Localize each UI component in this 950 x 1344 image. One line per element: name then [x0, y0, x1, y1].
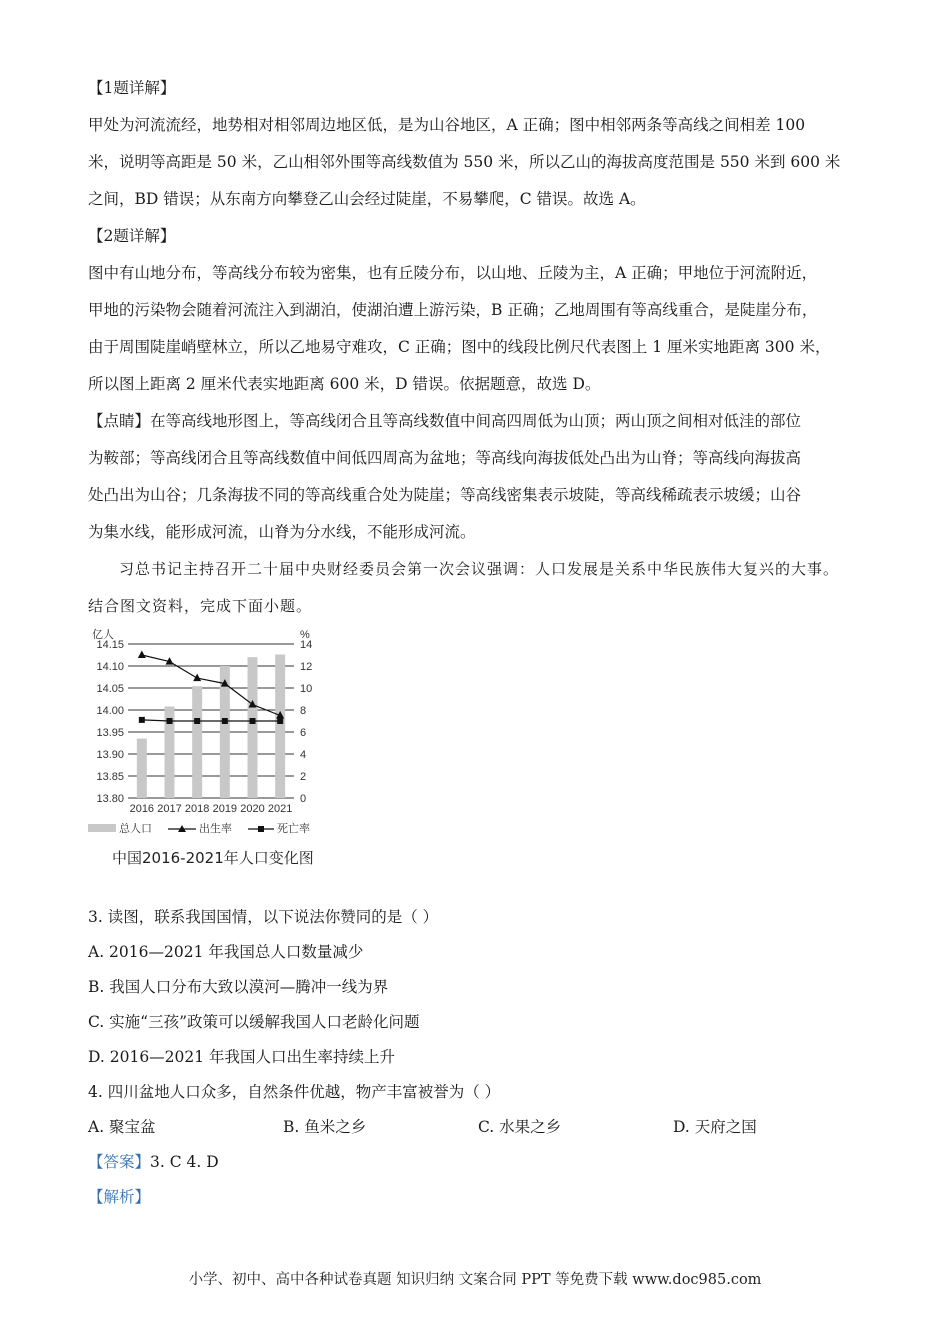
- legend-death-marker: [258, 826, 264, 832]
- questions-block: [88, 900, 868, 1215]
- q4-option-d: D. 天府之国: [673, 1118, 757, 1136]
- line-birth-rate: [142, 655, 280, 716]
- q2-line: 所以图上距离 2 厘米代表实地距离 600 米，D 错误。依据题意，故选 D。: [88, 375, 601, 393]
- chart-title: 中国2016-2021年人口变化图: [112, 849, 314, 867]
- right-tick-label: 0: [300, 793, 307, 805]
- bar-total-population: [137, 739, 147, 798]
- left-tick-label: 13.95: [96, 727, 124, 739]
- q2-line: 甲地的污染物会随着河流注入到湖泊，使湖泊遭上游污染，B 正确；乙地周围有等高线重合，是陡崖分布，: [88, 301, 818, 319]
- q2-line: 图中有山地分布，等高线分布较为密集，也有丘陵分布，以山地、丘陵为主，A 正确；甲地位于河流附近，: [88, 264, 818, 282]
- right-tick-label: 14: [300, 639, 313, 651]
- x-tick-label: 2021: [267, 803, 293, 815]
- q1-line: 之间，BD 错误；从东南方向攀登乙山会经过陡崖，不易攀爬，C 错误。故选 A。: [88, 190, 646, 208]
- death-rate-point: [167, 718, 173, 724]
- population-chart: [88, 628, 348, 878]
- left-tick-label: 14.05: [96, 683, 124, 695]
- left-tick-label: 14.00: [96, 705, 124, 717]
- right-tick-label: 2: [300, 771, 307, 783]
- right-tick-label: 4: [300, 749, 307, 761]
- left-tick-label: 13.90: [96, 749, 124, 761]
- death-rate-point: [222, 718, 228, 724]
- legend-birth-rate: 出生率: [199, 823, 232, 835]
- q3-option-c: C. 实施“三孩”政策可以缓解我国人口老龄化问题: [88, 1013, 420, 1031]
- answer-label: 【答案】: [88, 1153, 151, 1171]
- intro-line: 结合图文资料，完成下面小题。: [88, 597, 313, 615]
- x-tick-label: 2019: [212, 803, 238, 815]
- x-tick-label: 2018: [184, 803, 210, 815]
- q4-option-b: B. 鱼米之乡: [283, 1118, 367, 1136]
- left-tick-label: 13.80: [96, 793, 124, 805]
- q1-line: 甲处为河流流经，地势相对相邻周边地区低，是为山谷地区，A 正确；图中相邻两条等高线之间相差 100: [88, 116, 806, 134]
- x-tick-label: 2017: [157, 803, 182, 815]
- line-death-rate: [142, 720, 280, 721]
- q3-option-a: A. 2016—2021 年我国总人口数量减少: [88, 943, 364, 961]
- q3-option-d: D. 2016—2021 年我国人口出生率持续上升: [88, 1048, 396, 1066]
- left-tick-label: 13.85: [96, 771, 124, 783]
- right-tick-label: 10: [300, 683, 313, 695]
- left-tick-label: 14.10: [96, 661, 124, 673]
- intro-line: 习总书记主持召开二十届中央财经委员会第一次会议强调：人口发展是关系中华民族伟大复兴的大事。: [119, 560, 840, 578]
- right-tick-label: 8: [300, 705, 307, 717]
- tip-line: 【点睛】在等高线地形图上，等高线闭合且等高线数值中间高四周低为山顶；两山顶之间相对低洼的部位: [88, 412, 802, 430]
- bar-total-population: [192, 686, 202, 798]
- q1-line: 米，说明等高距是 50 米，乙山相邻外围等高线数值为 550 米，所以乙山的海拔高度范围是 550 米到 600 米: [88, 153, 841, 171]
- right-tick-label: 12: [300, 661, 313, 673]
- answer-text: 3. C 4. D: [150, 1153, 219, 1171]
- right-tick-label: 6: [300, 727, 307, 739]
- left-axis-label: 亿人: [92, 629, 114, 641]
- q2-line: 由于周围陡崖峭壁林立，所以乙地易守难攻，C 正确；图中的线段比例尺代表图上 1 厘米实地距离 300 米，: [88, 338, 831, 356]
- legend-death-rate: 死亡率: [277, 823, 310, 835]
- q4-option-c: C. 水果之乡: [478, 1118, 562, 1136]
- bar-total-population: [275, 655, 285, 798]
- death-rate-point: [139, 717, 145, 723]
- death-rate-point: [194, 718, 200, 724]
- left-tick-label: 14.15: [96, 639, 124, 651]
- death-rate-point: [277, 718, 283, 724]
- q4-option-a: A. 聚宝盆: [88, 1118, 156, 1136]
- death-rate-point: [250, 718, 256, 724]
- birth-rate-point: [193, 674, 201, 682]
- chart-svg: [88, 628, 348, 843]
- x-tick-label: 2020: [240, 803, 265, 815]
- legend-bar-swatch: [88, 824, 116, 832]
- q4-options: [88, 1110, 868, 1145]
- birth-rate-point: [138, 651, 146, 659]
- q3-option-b: B. 我国人口分布大致以漠河—腾冲一线为界: [88, 978, 389, 996]
- q2-detail-heading: 【2题详解】: [88, 227, 176, 245]
- right-axis-label: %: [300, 629, 310, 641]
- analysis-label: 【解析】: [88, 1188, 151, 1206]
- page-footer: 小学、初中、高中各种试卷真题 知识归纳 文案合同 PPT 等免费下载 www.doc985.com: [188, 1272, 762, 1288]
- bar-total-population: [248, 657, 258, 798]
- q4-stem: 4. 四川盆地人口众多，自然条件优越，物产丰富被誉为（ ）: [88, 1083, 501, 1101]
- answer-row: [88, 1145, 868, 1180]
- q3-stem: 3. 读图，联系我国国情，以下说法你赞同的是（ ）: [88, 908, 439, 926]
- x-tick-label: 2016: [129, 803, 155, 815]
- tip-line: 为集水线，能形成河流，山脊为分水线，不能形成河流。: [88, 523, 476, 541]
- tip-line: 为鞍部；等高线闭合且等高线数值中间低四周高为盆地；等高线向海拔低处凸出为山脊；等高线向海拔高: [88, 449, 802, 467]
- q1-detail-heading: 【1题详解】: [88, 79, 176, 97]
- legend-total-population: 总人口: [119, 823, 152, 835]
- tip-line: 处凸出为山谷；几条海拔不同的等高线重合处为陡崖；等高线密集表示坡陡，等高线稀疏表示坡缓；山谷: [88, 486, 802, 504]
- document-body: [88, 70, 868, 625]
